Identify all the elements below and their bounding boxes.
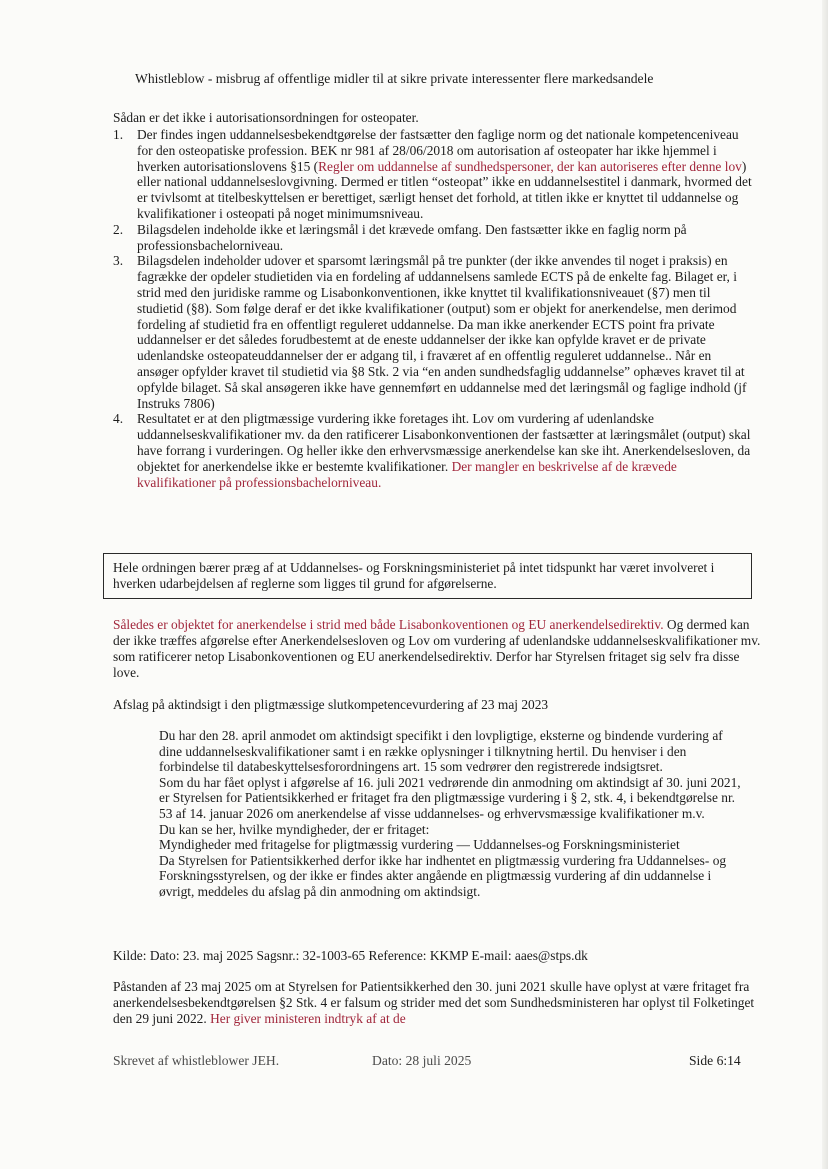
point-text: Resultatet er at den pligtmæssige vurdering ikke foretages iht. Lov om vurdering af udenlandske uddannelseskvalifikationer mv. da den ratificerer Lisabonkonventionen der fastsætter at læringsmålet (output) skal have forrang i vurderingen. Og heller ikke den erhvervsmæssige anerkendelse kan ske iht. Anerkendelsesloven, da objektet for anerkendelse ikke er bestemte kvalifikationer. <box>137 411 751 474</box>
closing-red-text: Her giver ministeren indtryk af at de <box>210 1011 406 1026</box>
point-text: Bilagsdelen indeholde ikke et læringsmål i det krævede omfang. Den fastsætter ikke en faglig norm på professionsbachelorniveau. <box>137 221 687 253</box>
point-red-text: Der mangler en beskrivelse af de krævede kvalifikationer på professionsbachelorniveau. <box>137 458 677 490</box>
list-item <box>113 253 753 411</box>
list-number: 4. <box>113 411 124 427</box>
list-number: 2. <box>113 221 124 237</box>
point-text: Der findes ingen uddannelsesbekendtgørelse der fastsætter den faglige norm og det nationale kompetenceniveau for den osteopatiske profession. BEK nr 981 af 28/06/2018 om autorisation af osteopater har ikke hjemmel i hverken autorisationslovens §15 ( <box>137 127 739 174</box>
conclusion-paragraph <box>113 617 763 681</box>
point-text: Bilagsdelen indeholder udover et sparsomt læringsmål på tre punkter (der ikke anvendes til noget i praksis) en fagrække der opdeler studietiden via en fordeling af uddannelsens samlede ECTS på de enkelte fag. Bilaget er, i strid med den juridiske ramme og Lisabonkonventionen, ikke knyttet til kvalifikationsniveauet (§7) men til studietid (§8). Som følge deraf er det ikke kvalifikationer (output) som er objekt for anerkendelse, men derimod fordeling af studietid fra en offentligt reguleret uddannelse. Da man ikke anerkender ECTS point fra private uddannelser er det således forudbestemt at de eneste uddannelser der ikke kan opfylde kravet er de private udenlandske osteopateuddannelser der er adgang til, i fraværet af en offentlig reguleret uddannelse.. Når en ansøger opfylder kravet til studietid via §8 Stk. 2 via “en anden sundhedsfaglig uddannelse” ophæves kravet til at opfylde bilaget. Så skal ansøgeren ikke have gennemført en uddannelse med det læringsmål og faglige indhold (jf Instruks 7806) <box>137 253 747 411</box>
conclusion-red-text: Således er objektet for anerkendelse i strid med både Lisabonkoventionen og EU anerkendelsedirektiv. <box>113 617 664 632</box>
intro-line: Sådan er det ikke i autorisationsordningen for osteopater. <box>113 110 419 125</box>
list-number: 1. <box>113 127 124 142</box>
point-text-after: ) eller national uddannelseslovgivning. Dermed er titlen “osteopat” ikke en uddannelsestitel i danmark, hvormed det er tvivlsomt at titelbeskyttelsen er berettiget, særligt henset det forhold, at titlen ikke er knyttet til uddannelse og kvalifikationer i osteopati på noget minimumsniveau. <box>137 158 752 221</box>
quote-paragraph: Myndigheder med fritagelse for pligtmæssig vurdering — Uddannelses-og Forskningsministeriet <box>159 837 680 853</box>
footer-page-number: Side 6:14 <box>689 1053 741 1068</box>
conclusion-text: Og dermed kan der ikke træffes afgørelse efter Anerkendelsesloven og Lov om vurdering af udenlandske uddannelseskvalifikationer mv. som ratificerer netop Lisabonkoventionen og EU anerkendelsedirektiv. Derfor har Styrelsen fritaget sig selv fra disse love. <box>113 617 761 680</box>
quote-paragraph: Du har den 28. april anmodet om aktindsigt specifikt i den lovpligtige, eksterne og bindende vurdering af dine uddannelseskvalifikationer samt i en række oplysninger i tilknytning hertil. Du henviser i den forbindelse til databeskyttelsesforordningens art. 15 som vedrører den registrerede indsigtsret. <box>159 728 723 775</box>
scan-edge-shadow <box>822 0 828 1169</box>
list-item <box>113 411 753 490</box>
quote-paragraph: Da Styrelsen for Patientsikkerhed derfor ikke har indhentet en pligtmæssig vurdering fra Uddannelses- og Forskningsstyrelsen, og der ikke er findes akter angående en pligtmæssig vurdering af din uddannelse i øvrigt, meddeles du afslag på din anmodning om aktindsigt. <box>159 852 727 899</box>
list-number: 3. <box>113 253 124 269</box>
closing-text: Påstanden af 23 maj 2025 om at Styrelsen for Patientsikkerhed den 30. juni 2021 skulle have oplyst at være fritaget fra anerkendelsesbekendtgørelsen §2 Stk. 4 er falsum og strider med det som Sundhedsministeren har oplyst til Folketinget den 29 juni 2022. <box>113 979 755 1026</box>
closing-paragraph <box>113 979 763 1027</box>
numbered-points <box>113 127 753 490</box>
section-heading: Afslag på aktindsigt i den pligtmæssige slutkompetencevurdering af 23 maj 2023 <box>113 697 549 712</box>
footer-author: Skrevet af whistleblower JEH. <box>113 1053 280 1068</box>
quoted-decision <box>159 728 749 900</box>
boxed-statement: Hele ordningen bærer præg af at Uddannelses- og Forskningsministeriet på intet tidspunkt har været involveret i hverken udarbejdelsen af reglerne som ligges til grund for afgørelserne. <box>103 553 752 599</box>
quote-paragraph: Som du har fået oplyst i afgørelse af 16. juli 2021 vedrørende din anmodning om aktindsigt af 30. juni 2021, er Styrelsen for Patientsikkerhed er fritaget fra den pligtmæssige vurdering i § 2, stk. 4, i bekendtgørelse nr. 53 af 14. januar 2026 om anerkendelse af visse uddannelses- og erhvervsmæssige kvalifikationer m.v. <box>159 774 741 821</box>
quote-paragraph: Du kan se her, hvilke myndigheder, der er fritaget: <box>159 821 430 837</box>
source-line: Kilde: Dato: 23. maj 2025 Sagsnr.: 32-1003-65 Reference: KKMP E-mail: aaes@stps.dk <box>113 948 588 963</box>
document-title: Whistleblow - misbrug af offentlige midler til at sikre private interessenter flere markedsandele <box>135 71 654 86</box>
list-item <box>113 127 753 222</box>
footer-date: Dato: 28 juli 2025 <box>372 1053 472 1068</box>
point-red-text: Regler om uddannelse af sundhedspersoner, der kan autoriseres efter denne lov <box>318 158 742 174</box>
list-item <box>113 222 753 254</box>
